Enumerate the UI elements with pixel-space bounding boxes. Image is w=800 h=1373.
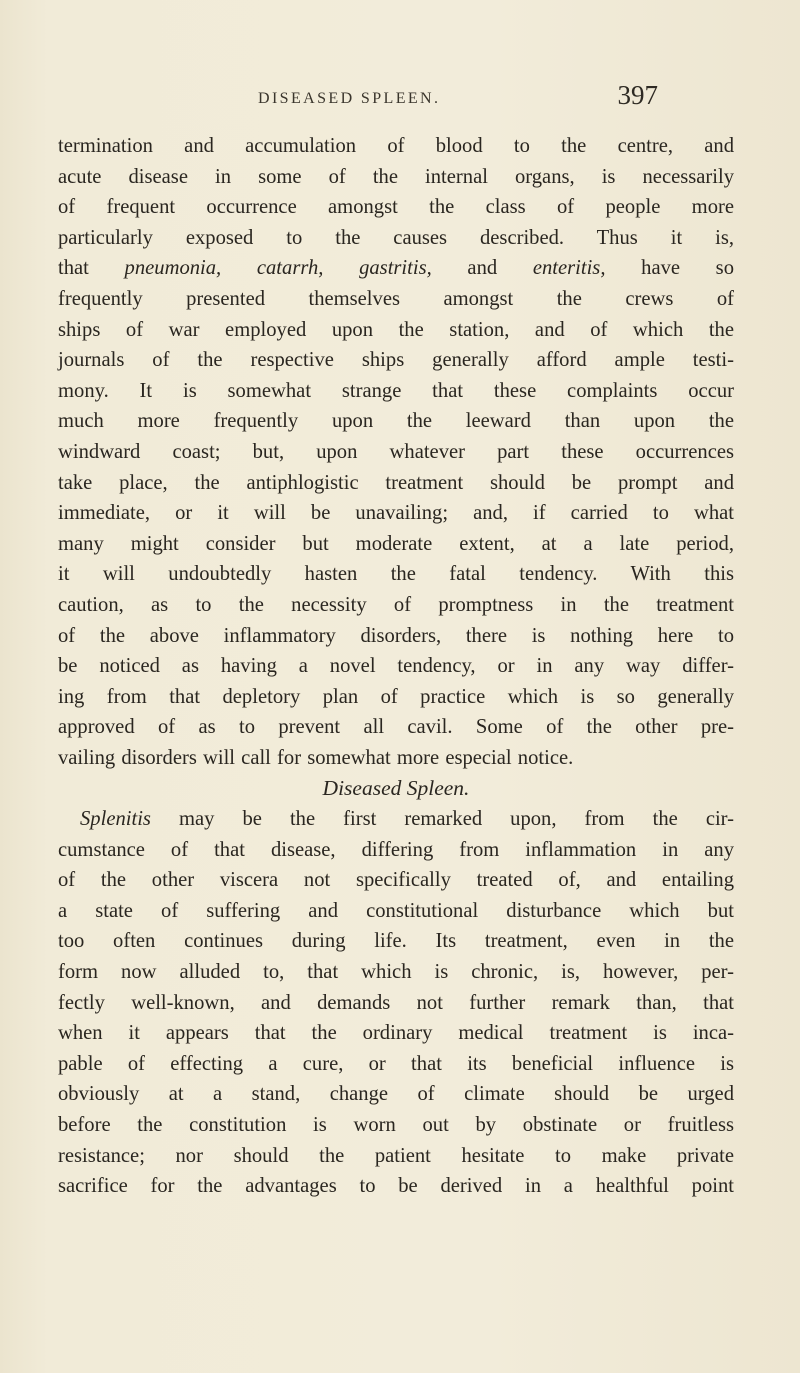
text-line: Splenitis may be the first remarked upon, from the cir- bbox=[80, 808, 734, 831]
text-line: acute disease in some of the internal organs, is necessarily bbox=[58, 165, 734, 188]
text-line: pable of effecting a cure, or that its beneficial influence is bbox=[58, 1052, 734, 1075]
body-text bbox=[58, 131, 734, 1202]
section-heading: Diseased Spleen. bbox=[322, 776, 470, 801]
text-line: many might consider but moderate extent, at a late period, bbox=[58, 532, 734, 555]
text-line: ships of war employed upon the station, and of which the bbox=[58, 318, 734, 341]
text-line: termination and accumulation of blood to the centre, and bbox=[58, 135, 734, 157]
text-line: immediate, or it will be unavailing; and, if carried to what bbox=[58, 502, 734, 525]
text-line: mony. It is somewhat strange that these complaints occur bbox=[58, 379, 734, 402]
text-line: cumstance of that disease, differing from inflammation in any bbox=[58, 838, 734, 861]
text-line: ing from that depletory plan of practice which is so generally bbox=[58, 685, 734, 708]
text-line: resistance; nor should the patient hesitate to make private bbox=[58, 1144, 734, 1167]
text-line: that pneumonia, catarrh, gastritis, and enteritis, have so bbox=[58, 257, 734, 280]
text-line: frequently presented themselves amongst the crews of bbox=[58, 287, 734, 310]
paragraph-2 bbox=[58, 804, 734, 1202]
italic-term: Splenitis bbox=[80, 808, 151, 831]
page-header bbox=[238, 80, 658, 116]
text-line: before the constitution is worn out by obstinate or fruitless bbox=[58, 1114, 734, 1136]
text-line: approved of as to prevent all cavil. Some of the other pre- bbox=[58, 716, 734, 739]
text-line: form now alluded to, that which is chronic, is, however, per- bbox=[58, 961, 734, 984]
text-line: it will undoubtedly hasten the fatal tendency. With this bbox=[58, 563, 734, 586]
text-line: particularly exposed to the causes described. Thus it is, bbox=[58, 226, 734, 249]
text-line: of the above inflammatory disorders, there is nothing here to bbox=[58, 624, 734, 647]
text-line: sacrifice for the advantages to be derived in a healthful point bbox=[58, 1175, 734, 1198]
text-line: journals of the respective ships generally afford ample testi- bbox=[58, 349, 734, 372]
text-line: windward coast; but, upon whatever part these occurrences bbox=[58, 440, 734, 463]
italic-term: enteritis, bbox=[532, 257, 606, 280]
text-line: too often continues during life. Its treatment, even in the bbox=[58, 930, 734, 953]
paragraph-1 bbox=[58, 131, 734, 773]
text-line: a state of suffering and constitutional disturbance which but bbox=[58, 899, 734, 922]
text-line: caution, as to the necessity of promptness in the treatment bbox=[58, 593, 734, 616]
text-line: of frequent occurrence amongst the class of people more bbox=[58, 196, 734, 219]
text-line: fectly well-known, and demands not further remark than, that bbox=[58, 991, 734, 1014]
text-line: when it appears that the ordinary medical treatment is inca- bbox=[58, 1022, 734, 1045]
text-line: obviously at a stand, change of climate should be urged bbox=[58, 1083, 734, 1106]
text-line: of the other viscera not specifically treated of, and entailing bbox=[58, 869, 734, 892]
text-line: much more frequently upon the leeward than upon the bbox=[58, 410, 734, 433]
text-line: be noticed as having a novel tendency, or in any way differ- bbox=[58, 655, 734, 678]
italic-term: pneumonia, catarrh, gastritis, bbox=[124, 257, 432, 280]
text-line: take place, the antiphlogistic treatment should be prompt and bbox=[58, 471, 734, 494]
running-head: DISEASED SPLEEN. bbox=[258, 90, 441, 107]
page-number: 397 bbox=[617, 80, 658, 110]
text-line: vailing disorders will call for somewhat more especial notice. bbox=[58, 746, 574, 769]
